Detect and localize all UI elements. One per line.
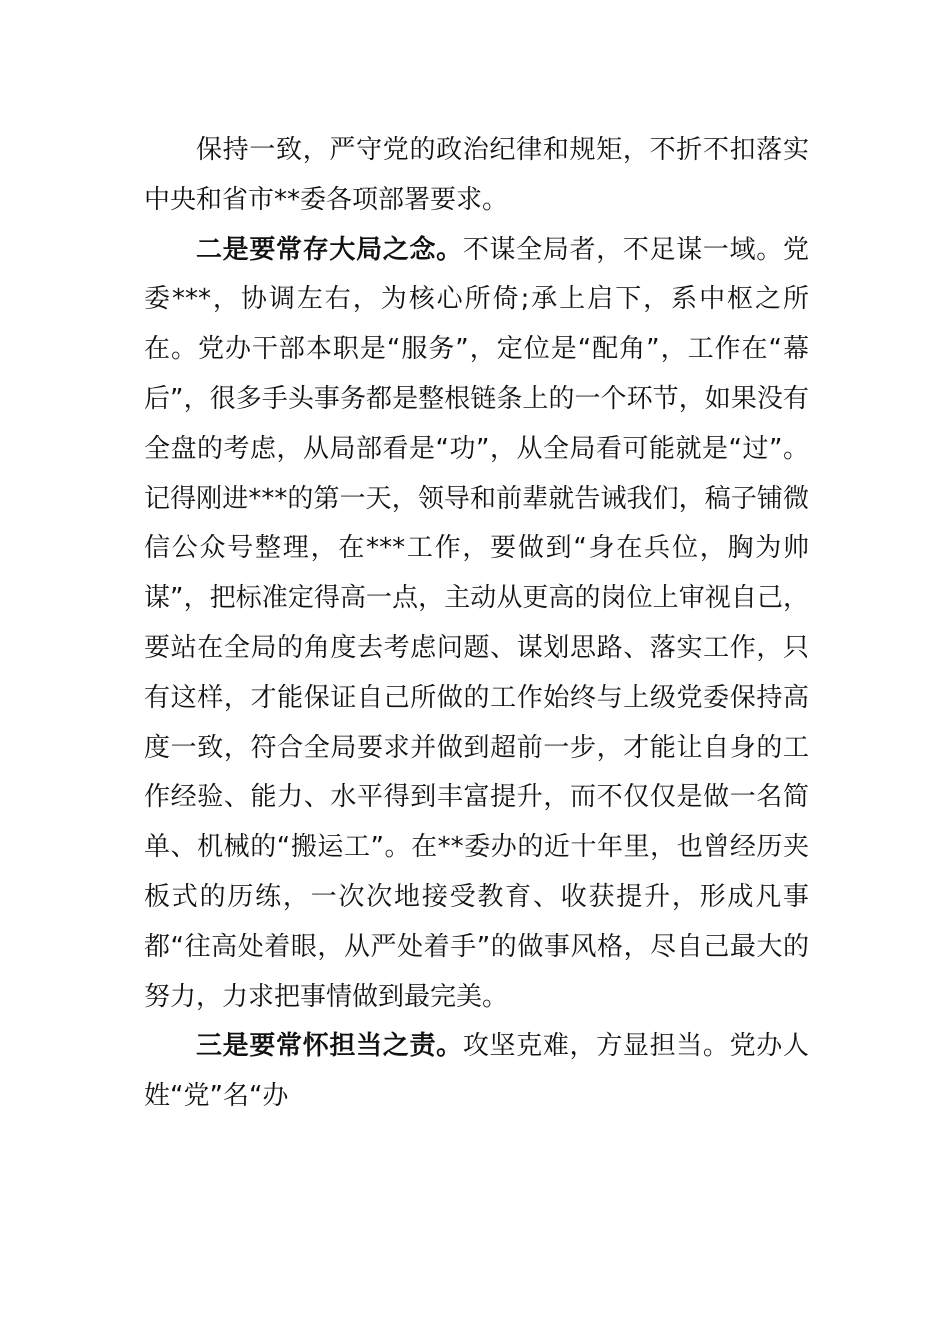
- paragraph-2-lead: 二是要常存大局之念。: [196, 234, 463, 265]
- paragraph-3-text: 攻坚克难，方显担当。党办人姓“党”名“办: [144, 1031, 809, 1112]
- paragraph-1: [144, 126, 809, 226]
- paragraph-1-text: 保持一致，严守党的政治纪律和规矩，不折不扣落实中央和省市**委各项部署要求。: [144, 135, 809, 215]
- paragraph-3: [144, 1022, 809, 1122]
- paragraph-2: [144, 226, 809, 1023]
- paragraph-2-text: 不谋全局者，不足谋一域。党委***，协调左右，为核心所倚;承上启下，系中枢之所在。党办干部本职是“服务”，定位是“配角”，工作在“幕后”，很多手头事务都是整根链条上的一个环节，如果没有全盘的考虑，从局部看是“功”，从全局看可能就是“过”。记得刚进***的第一天，领导和前辈就告诫我们，稿子铺微信公众号整理，在***工作，要做到“身在兵位，胸为帅谋”，把标准定得高一点，主动从更高的岗位上审视自己，要站在全局的角度去考虑问题、谋划思路、落实工作，只有这样，才能保证自己所做的工作始终与上级党委保持高度一致，符合全局要求并做到超前一步，才能让自身的工作经验、能力、水平得到丰富提升，而不仅仅是做一名简单、机械的“搬运工”。在**委办的近十年里，也曾经历夹板式的历练，一次次地接受教育、收获提升，形成凡事都“往高处着眼，从严处着手”的做事风格，尽自己最大的努力，力求把事情做到最完美。: [144, 234, 809, 1012]
- document-body: [144, 126, 809, 1122]
- paragraph-3-lead: 三是要常怀担当之责。: [196, 1031, 463, 1062]
